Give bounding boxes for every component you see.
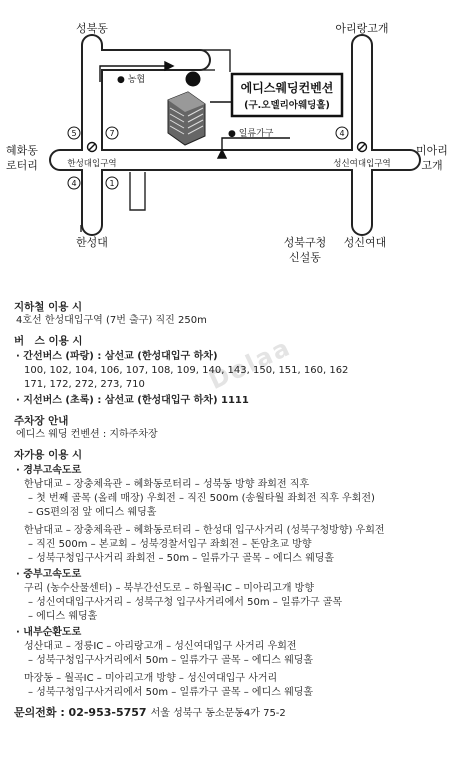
bus-trunk-title: · 간선버스 (파랑) : 삼선교 (한성대입구 하차) bbox=[16, 351, 218, 362]
exit-5: 5 bbox=[71, 129, 77, 138]
label-hansung-univ: 한성대 bbox=[76, 236, 108, 249]
jungbu-title: · 중부고속도로 bbox=[16, 569, 82, 580]
naebu-route-1-line-1: 성산대교 – 정릉IC – 아리랑고개 – 성신여대입구 사거리 우회전 bbox=[24, 641, 297, 652]
car-title: 자가용 이용 시 bbox=[14, 449, 83, 461]
naebu-route-1-line-2: – 성북구청입구사거리에서 50m – 일류가구 골목 – 에디스 웨딩홀 bbox=[28, 655, 314, 666]
label-arirang-gogae: 아리랑고개 bbox=[335, 22, 389, 35]
station-sungshin: 성신여대입구역 bbox=[333, 159, 391, 169]
bus-branch-title: · 지선버스 (초록) : 삼선교 (한성대입구 하차) 1111 bbox=[16, 395, 249, 406]
watermark: Dolaa bbox=[204, 332, 296, 396]
subway-station-icon bbox=[88, 143, 97, 152]
label-miari-2: 고개 bbox=[421, 159, 443, 172]
venue-label bbox=[210, 74, 342, 116]
jungbu-line-1: 구리 (농수산물센터) – 북부간선도로 – 하월곡IC – 미아리고개 방향 bbox=[24, 583, 315, 594]
subway-line: 4호선 한성대입구역 (7번 출구) 직진 250m bbox=[16, 315, 207, 326]
exit-1: 1 bbox=[109, 179, 115, 188]
naebu-route-2-line-1: 마장동 – 월곡IC – 미아리고개 방향 – 성신여대입구 사거리 bbox=[24, 673, 278, 684]
bus-trunk-line-1: 100, 102, 104, 106, 107, 108, 109, 140, 143, 150, 151, 160, 162 bbox=[24, 365, 349, 376]
gyeongbu-title: · 경부고속도로 bbox=[16, 465, 82, 476]
label-sungshin-univ: 성신여대 bbox=[343, 236, 387, 249]
venue-subname: (구.오델리아웨딩홀) bbox=[244, 100, 330, 111]
label-hyehwa-2: 로터리 bbox=[6, 159, 38, 172]
label-seongbuk-office: 성북구청 bbox=[283, 236, 327, 249]
gyeongbu-route-1-line-1: 한남대교 – 장충체육관 – 혜화동로터리 – 성북동 방향 좌회전 직후 bbox=[24, 479, 310, 490]
parking-line: 에디스 웨딩 컨벤션 : 지하주차장 bbox=[16, 429, 158, 440]
jungbu-line-2: – 성신여대입구사거리 – 성북구청 입구사거리에서 50m – 일류가구 골목 bbox=[28, 597, 343, 608]
label-sinseol-dong: 신설동 bbox=[289, 251, 321, 264]
subway-title: 지하철 이용 시 bbox=[14, 301, 83, 313]
naebu-title: · 내부순환도로 bbox=[16, 627, 82, 638]
bus-trunk-line-2: 171, 172, 272, 273, 710 bbox=[24, 379, 145, 390]
gyeongbu-route-2-line-1: 한남대교 – 장충체육관 – 혜화동로터리 – 한성대 입구사거리 (성북구청방향) 우회전 bbox=[24, 525, 385, 536]
station-hansung-univ: 한성대입구역 bbox=[67, 159, 117, 169]
label-seongbuk-dong: 성북동 bbox=[76, 22, 108, 35]
contact-info bbox=[14, 706, 444, 721]
venue-building-icon bbox=[168, 92, 205, 145]
venue-name: 에디스웨딩컨벤션 bbox=[240, 81, 334, 95]
contact-phone: 문의전화 : 02-953-5757 bbox=[14, 706, 147, 719]
label-miari-1: 미아리 bbox=[416, 144, 448, 157]
location-map bbox=[0, 0, 456, 300]
landmark-nonghyup: ● 농협 bbox=[117, 75, 146, 85]
svg-text:P: P bbox=[189, 75, 197, 86]
gyeongbu-route-1-line-3: – GS편의점 앞 에디스 웨딩홀 bbox=[28, 507, 157, 518]
label-hyehwa-1: 혜화동 bbox=[6, 144, 38, 157]
gyeongbu-route-2-line-2: – 직진 500m – 본교회 – 성북경찰서입구 좌회전 – 돈암초교 방향 bbox=[28, 539, 312, 550]
bus-title: 버 스 이용 시 bbox=[14, 335, 83, 347]
jungbu-line-3: – 에디스 웨딩홀 bbox=[28, 611, 98, 622]
naebu-route-2-line-2: – 성북구청입구사거리에서 50m – 일류가구 골목 – 에디스 웨딩홀 bbox=[28, 687, 314, 698]
parking-icon bbox=[186, 72, 201, 87]
exit-7: 7 bbox=[109, 129, 115, 138]
directions-text bbox=[14, 300, 444, 721]
landmark-ilryu-gagu: ● 일류가구 bbox=[228, 129, 274, 139]
parking-title: 주차장 안내 bbox=[14, 415, 69, 427]
gyeongbu-route-2-line-3: – 성북구청입구사거리 좌회전 – 50m – 일류가구 골목 – 에디스 웨딩홀 bbox=[28, 553, 335, 564]
gyeongbu-route-1-line-2: – 첫 번째 골목 (올레 매장) 우회전 – 직진 500m (송월타월 좌회전 직후 우회전) bbox=[28, 493, 375, 504]
exit-4-right: 4 bbox=[339, 129, 345, 138]
contact-address: 서울 성북구 동소문동4가 75-2 bbox=[150, 708, 286, 719]
subway-station-icon bbox=[358, 143, 367, 152]
exit-4-left: 4 bbox=[71, 179, 77, 188]
